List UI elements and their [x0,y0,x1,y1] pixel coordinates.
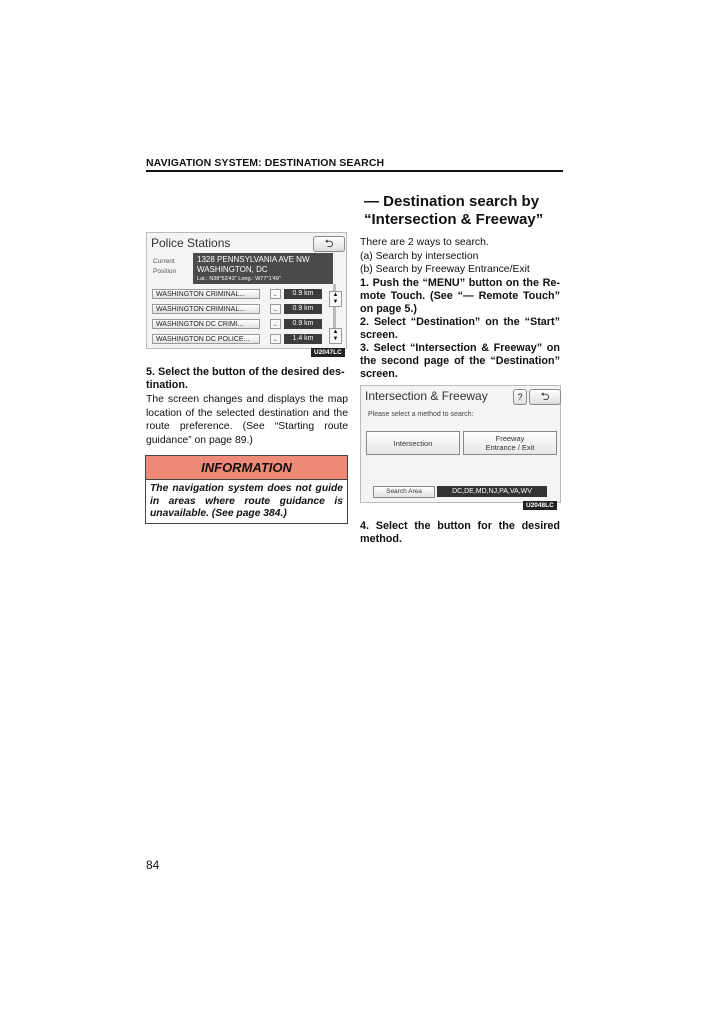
image-code: U2047LC [311,348,345,357]
step-3: 3. Select “Intersection & Freeway” on the second page of the “Destination” screen. [360,342,560,380]
help-icon: ? [513,389,527,405]
intro-line: (a) Search by intersection [360,250,479,262]
station-name: WASHINGTON CRIMINAL... [152,289,260,299]
section-title-line1: — Destination search by [364,193,540,210]
search-area-value: DC,DE,MD,NJ,PA,VA,WV [437,486,547,497]
police-stations-screenshot [146,232,347,349]
running-header: NAVIGATION SYSTEM: DESTINATION SEARCH [146,157,385,169]
arrow-icon: ← [270,319,281,329]
information-box [145,455,348,524]
scroll-down-icon: ▲ ▼ [329,328,342,344]
station-name: WASHINGTON DC CRIMI... [152,319,260,329]
station-name: WASHINGTON DC POLICE... [152,334,260,344]
image-code: U2048LC [523,501,557,510]
freeway-label-line1: Freeway [495,434,525,443]
intersection-freeway-screenshot [360,385,561,503]
arrow-icon: ← [270,304,281,314]
intro-line: (b) Search by Freeway Entrance/Exit [360,264,530,275]
intersection-button [366,431,460,455]
intro-line: There are 2 ways to search. [360,237,489,248]
header-rule [146,170,563,172]
distance: 0.9 km [284,304,322,314]
arrow-icon: ← [270,289,281,299]
arrow-icon: ← [270,334,281,344]
back-icon: ⮌ [529,389,561,405]
back-icon: ⮌ [313,236,345,252]
position-label-line2: Position [153,268,177,275]
screen-subtitle: Please select a method to search: [368,411,474,418]
step-4: 4. Select the button for the desired method. [360,520,560,545]
information-heading: INFORMATION [146,456,347,480]
distance: 0.9 km [284,319,322,329]
screen-title: Police Stations [151,236,231,250]
page-number: 84 [146,858,160,872]
address-line2: WASHINGTON, DC [197,265,268,274]
freeway-label-line2: Entrance / Exit [485,443,535,452]
distance: 0.9 km [284,289,322,299]
section-title-line2: “Intersection & Freeway” [364,211,544,228]
position-box [193,253,333,284]
address-line1: 1328 PENNSYLVANIA AVE NW [197,255,310,264]
station-name: WASHINGTON CRIMINAL... [152,304,260,314]
distance: 1.4 km [284,334,322,344]
intersection-label: Intersection [393,438,433,448]
section-title [364,193,543,229]
lat-long: Lat.: N38°53'43" Long.: W77°1'49" [197,276,281,282]
freeway-button [463,431,557,455]
step-5: 5. Select the button of the desired des-tination. [146,366,345,391]
current-position-label [153,257,176,277]
screen-title: Intersection & Freeway [365,389,488,403]
intro-text [360,236,560,277]
step-5-description: The screen changes and displays the map location of the selected destination and the route preference. (See “Starting route guidance” on page 89.) [146,394,348,446]
step-2: 2. Select “Destination” on the “Start” screen. [360,316,560,341]
position-label-line1: Current [153,258,175,265]
step-1: 1. Push the “MENU” button on the Re-mote Touch. (See “— Remote Touch” on page 5.) [360,277,560,315]
information-body: The navigation system does not guide in areas where route guidance is unavailable. (See page 384.) [150,483,343,519]
search-area-button: Search Area [373,486,435,498]
scroll-up-icon: ▲ ▼ [329,291,342,307]
